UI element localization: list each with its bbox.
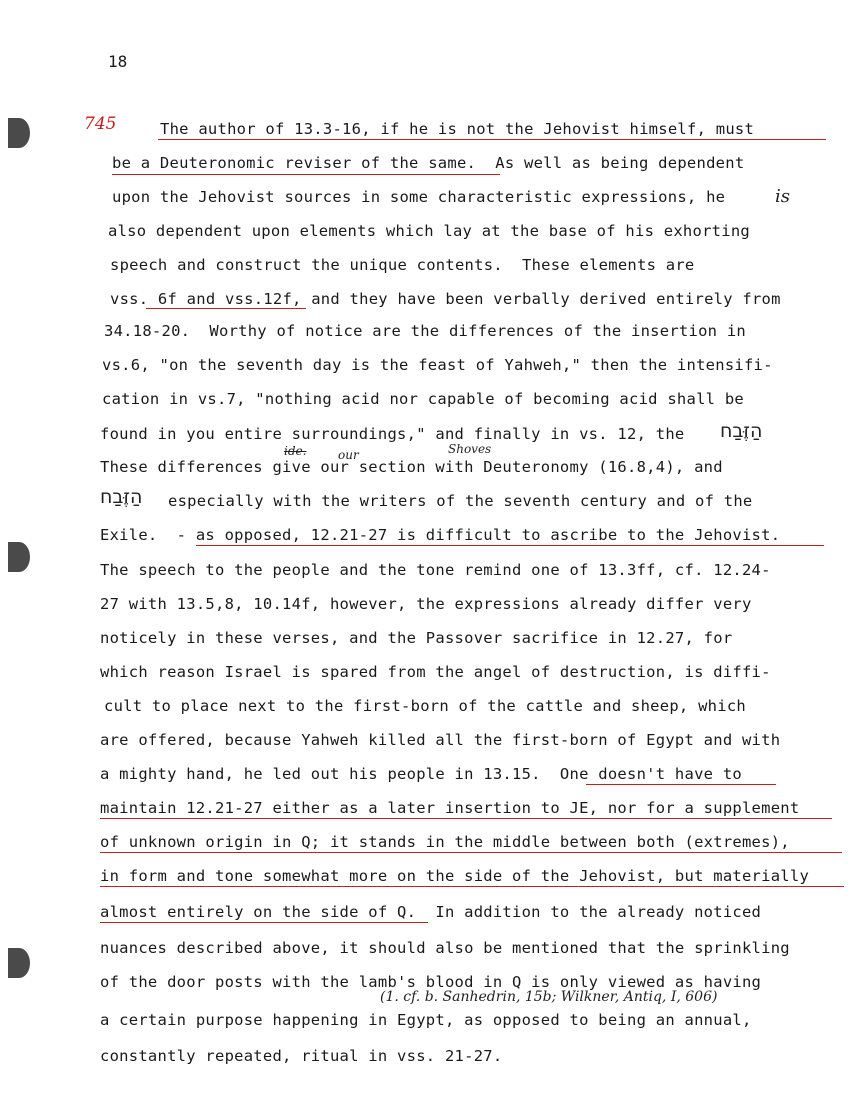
red-underline-8 <box>100 886 844 887</box>
text-line-26: of the door posts with the lamb's blood in Q is only viewed as having <box>100 973 762 991</box>
red-underline-7 <box>100 852 842 853</box>
text-line-28: constantly repeated, ritual in vss. 21-27. <box>100 1047 503 1065</box>
red-underline-3 <box>146 308 306 309</box>
text-line-13: Exile. - as opposed, 12.21-27 is difficult to ascribe to the Jehovist. <box>100 526 781 544</box>
text-line-24: almost entirely on the side of Q. In addition to the already noticed <box>100 903 762 921</box>
text-line-9: cation in vs.7, "nothing acid nor capable of becoming acid shall be <box>102 390 744 408</box>
text-line-25: nuances described above, it should also be mentioned that the sprinkling <box>100 939 790 957</box>
text-line-7: 34.18-20. Worthy of notice are the differences of the insertion in <box>104 322 746 340</box>
handwritten-is: is <box>775 186 790 207</box>
red-underline-1 <box>158 139 826 140</box>
red-underline-6 <box>100 818 832 819</box>
text-line-20: a mighty hand, he led out his people in 13.15. One doesn't have to <box>100 765 742 783</box>
text-line-19: are offered, because Yahweh killed all the first-born of Egypt and with <box>100 731 781 749</box>
margin-annotation: 745 <box>84 114 117 134</box>
page-number: 18 <box>108 52 128 71</box>
text-line-12: especially with the writers of the seventh century and of the <box>168 492 753 510</box>
text-line-16: noticely in these verses, and the Passover sacrifice in 12.27, for <box>100 629 733 647</box>
red-underline-5 <box>586 784 776 785</box>
handwritten-shoves: Shoves <box>448 442 492 456</box>
text-line-23: in form and tone somewhat more on the side of the Jehovist, but materially <box>100 867 810 885</box>
punch-hole-top <box>8 118 30 148</box>
red-underline-9 <box>100 922 428 923</box>
text-line-22: of unknown origin in Q; it stands in the middle between both (extremes), <box>100 833 790 851</box>
text-line-14: The speech to the people and the tone remind one of 13.3ff, cf. 12.24- <box>100 561 771 579</box>
handwritten-our: our <box>338 448 359 462</box>
text-line-18: cult to place next to the first-born of the cattle and sheep, which <box>104 697 746 715</box>
text-line-17: which reason Israel is spared from the angel of destruction, is diffi- <box>100 663 771 681</box>
text-line-27: a certain purpose happening in Egypt, as opposed to being an annual, <box>100 1011 752 1029</box>
punch-hole-middle <box>8 542 30 572</box>
punch-hole-bottom <box>8 948 30 978</box>
handwritten-footnote: (1. cf. b. Sanhedrin, 15b; Wilkner, Antiq, I, 606) <box>380 989 718 1005</box>
hebrew-word-right: הַזֶּבַח <box>720 420 763 442</box>
text-line-6: vss. 6f and vss.12f, and they have been verbally derived entirely from <box>110 290 781 308</box>
red-underline-2 <box>112 174 500 175</box>
text-line-15: 27 with 13.5,8, 10.14f, however, the expressions already differ very <box>100 595 752 613</box>
text-line-4: also dependent upon elements which lay at the base of his exhorting <box>108 222 750 240</box>
text-line-5: speech and construct the unique contents. These elements are <box>110 256 695 274</box>
text-line-2: be a Deuteronomic reviser of the same. As well as being dependent <box>112 154 745 172</box>
text-line-8: vs.6, "on the seventh day is the feast of Yahweh," then the intensifi- <box>102 356 773 374</box>
text-line-3: upon the Jehovist sources in some characteristic expressions, he <box>112 188 726 206</box>
text-line-21: maintain 12.21-27 either as a later insertion to JE, nor for a supplement <box>100 799 800 817</box>
text-line-10: found in you entire surroundings," and finally in vs. 12, the <box>100 425 685 443</box>
handwritten-ide-struck: ide. <box>284 444 307 458</box>
text-line-11: These differences give our section with Deuteronomy (16.8,4), and <box>100 458 723 476</box>
text-line-1: The author of 13.3-16, if he is not the Jehovist himself, must <box>160 120 755 138</box>
hebrew-word-left: הַזֶּבַח <box>100 486 143 508</box>
red-underline-4 <box>196 545 824 546</box>
